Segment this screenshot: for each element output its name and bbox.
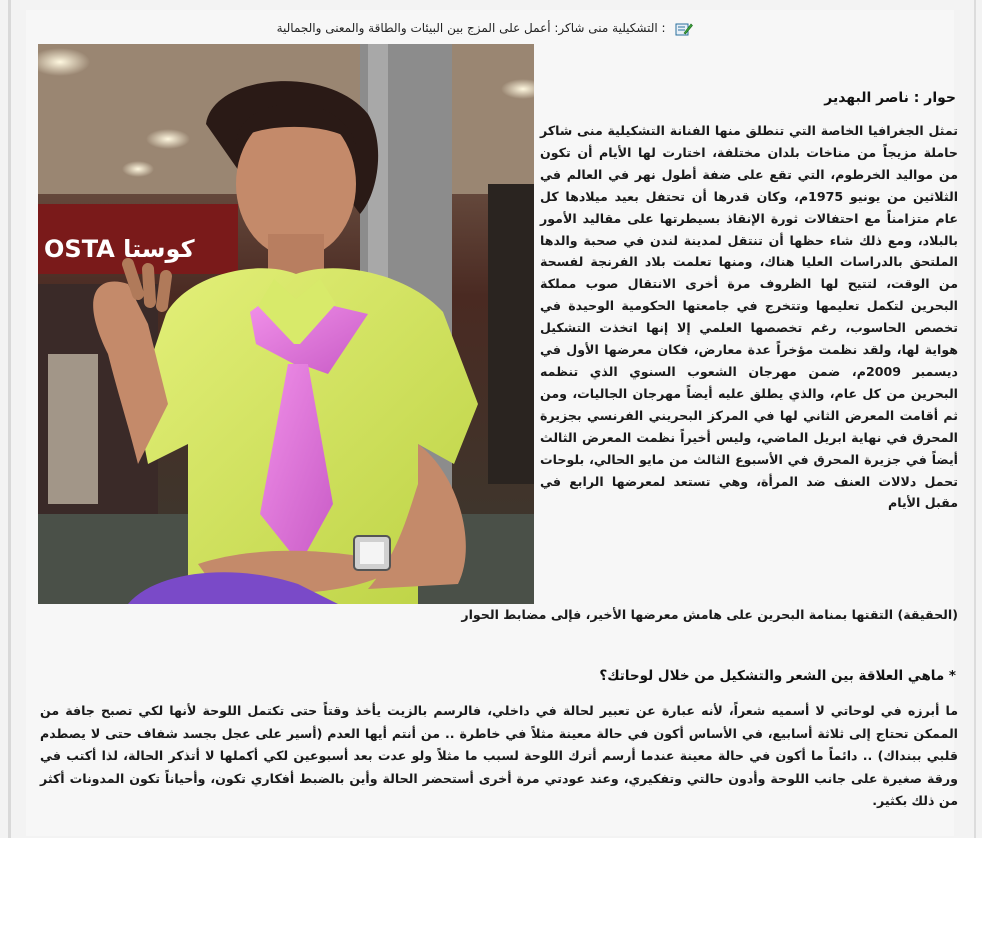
mall-sign-text: OSTA كوستا xyxy=(44,235,195,263)
photo-illustration xyxy=(38,44,534,604)
article-photo xyxy=(38,44,534,604)
right-border xyxy=(974,0,976,838)
article-intro-continuation: (الحقيقة) التقتها بمنامة البحرين على هامش معرضها الأخير، فإلى مضابط الحوار xyxy=(461,607,958,622)
interview-answer: ما أبرزه في لوحاتي لا أسميه شعراً، لأنه عبارة عن تعبير لحالة في داخلي، فالرسم بالزيت يأخذ وقتاً حتى تكتمل اللوحة لأنها لكي تصبح جافة من الممكن تحتاج إلى ثلاثة أسابيع، في الأساس أكون في حالة معينة مثلاً في خاطرة .. من أنتم أيها العدم (أسير على عجل بجسد شفاف حتى لا يصطدم قلبي ببنداك) .. دائماً ما أكون في حالة معينة عندما أرسم أترك اللوحة لسبب ما مثلاً ولو عدت بعد أسبوعين لكي أكملها لا أتذكر الحالة، لذا أكتب في ورقة صغيرة على جانب اللوحة وأدون حالتي وتفكيري، وعند عودتي مرة أخرى أستحضر الحالة وأين بالضبط أفكاري تكون، وأحياناً تكون المدونات أكثر من ذلك بكثير. xyxy=(40,703,958,808)
article-title xyxy=(230,16,740,40)
left-border xyxy=(8,0,11,838)
edit-note-icon xyxy=(675,22,693,36)
author-byline: حوار : ناصر البهدير xyxy=(824,90,956,106)
article-title-text: : التشكيلية منى شاكر: أعمل على المزج بين البيئات والطاقة والمعنى والجمالية xyxy=(276,21,666,35)
interview-question: * ماهي العلاقة بين الشعر والتشكيل من خلال لوحاتك؟ xyxy=(599,668,956,684)
article-intro-text: تمثل الجغرافيا الخاصة التي تنطلق منها الفنانة التشكيلية منى شاكر حاملة مزيجاً من مناخات بلدان مختلفة، اختارت لها الأيام أن تكون من مواليد الخرطوم، التي تقع على ضفة أطول نهر في العالم في الثلاثين من يونيو 1975م، وكان قدرها أن تحتفل بعيد ميلادها كل عام متزامناً مع احتفالات ثورة الإنقاذ بسيطرتها على مقاليد الأمور بالبلاد، ومع ذلك شاء حظها أن تنتقل لمدينة لندن في صحبة والدها الملتحق بالدراسات العليا هناك، ومنها تعلمت بلاد الفرنجة لفسحة من الوقت، لتتيح لها الظروف مرة أخرى الانتقال صوب مملكة البحرين لتكمل تعليمها وتتخرج في جامعتها الحكومية الوحيدة في تخصص الحاسوب، رغم تخصصها العلمي إلا إنها اتخذت التشكيل هواية لها، ولقد نظمت مؤخراً عدة معارض، فكان معرضها الأول في ديسمبر 2009م، ضمن مهرجان الشعوب السنوي الذي تنظمه البحرين من كل عام، والذي يطلق عليه أيضاً مهرجان الجاليات، ومن ثم أقامت المعرض الثاني لها في المركز البحريني الفرنسي بجزيرة المحرق في نهاية ابريل الماضي، وليس أخيراً نظمت المعرض الثالث أيضاً في جزيرة المحرق في الأسبوع الثالث من مايو الحالي، بلوحات تحمل دلالات العنف ضد المرأة، وهي تستعد لمعرضها الرابع في مقبل الأيام xyxy=(540,123,959,511)
